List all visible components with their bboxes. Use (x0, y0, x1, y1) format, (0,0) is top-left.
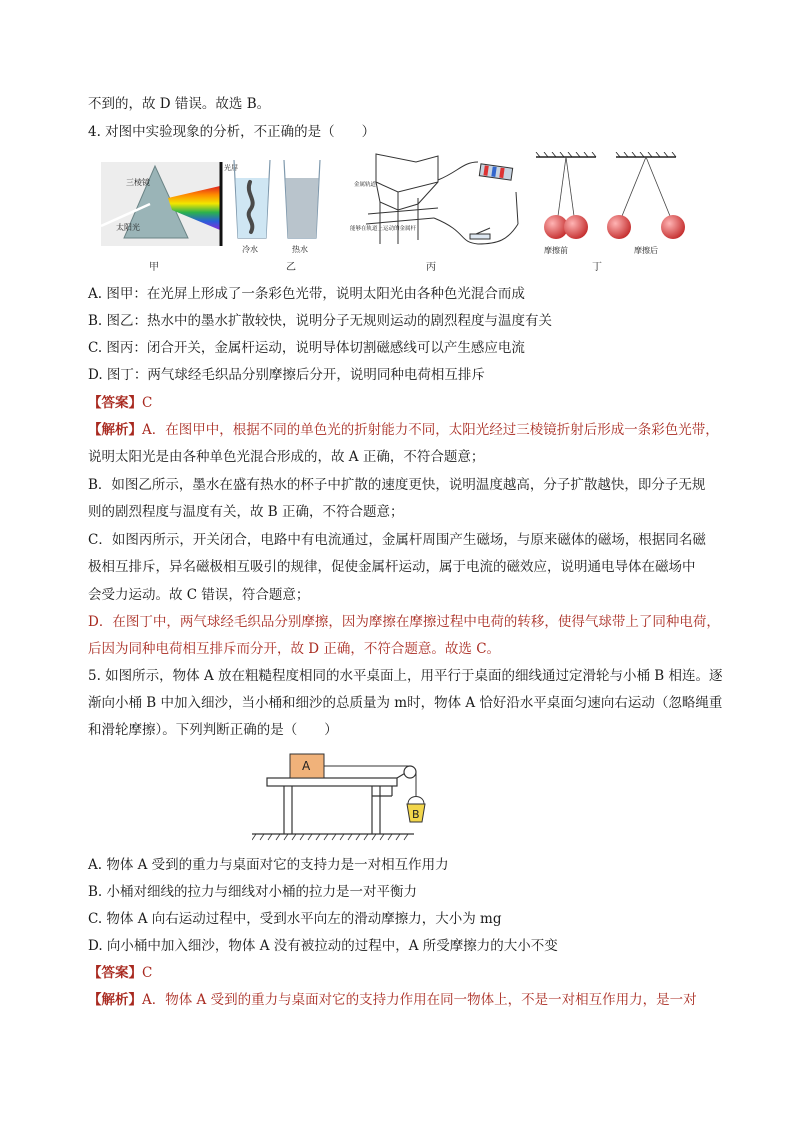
battery-icon (479, 164, 512, 180)
after-friction-label: 摩擦后 (634, 246, 658, 255)
bucket-b-label: B (412, 808, 420, 821)
q5-stem-line-1: 5. 如图所示，物体 A 放在粗糙程度相同的水平桌面上，用平行于桌面的细线通过定滑轮与小桶 B 相连。逐 (88, 668, 723, 684)
q4-figure (98, 152, 718, 272)
q4-analysis-line-8: D．在图丁中，两气球经毛织品分别摩擦，因为摩擦在摩擦过程中电荷的转移，使得气球带上了同种电荷， (88, 614, 720, 630)
q4-analysis-line-7: 会受力运动。故 C 错误，符合题意； (88, 587, 310, 603)
prev-answer-tail: 不到的，故 D 错误。故选 B。 (88, 96, 271, 112)
q5-figure (252, 748, 442, 848)
rod-note: 能够在轨道上运动的金属杆 (350, 226, 417, 232)
q5-answer-tag: 【答案】 (88, 965, 142, 981)
q4-answer (88, 393, 152, 413)
q5-option-d: D. 向小桶中加入细沙，物体 A 没有被拉动的过程中，A 所受摩擦力的大小不变 (88, 938, 558, 954)
caption-bing: 丙 (426, 262, 436, 272)
q4-stem: 4. 对图中实验现象的分析，不正确的是（ ） (88, 124, 376, 140)
q4-answer-value: C (142, 395, 153, 411)
q4-analysis-tag: 【解析】 (88, 422, 142, 438)
q4-analysis-line-6: 极相互排斥，异名磁极相互吸引的规律，促使金属杆运动，属于电流的磁效应，说明通电导体在磁场中 (88, 559, 696, 575)
q4-analysis-line-9: 后因为同种电荷相互排斥而分开，故 D 正确，不符合题意。故选 C。 (88, 641, 501, 657)
q5-analysis-line-1 (88, 990, 697, 1010)
q5-answer-value: C (142, 965, 153, 981)
q4-analysis-line-5: C．如图丙所示，开关闭合，电路中有电流通过，金属杆周围产生磁场，与原来磁体的磁场，根据同名磁 (88, 532, 706, 548)
block-a (290, 754, 324, 778)
q4-option-b: B. 图乙：热水中的墨水扩散较快，说明分子无规则运动的剧烈程度与温度有关 (88, 313, 553, 329)
prism-label: 三棱镜 (126, 178, 150, 187)
q4-option-d: D. 图丁：两气球经毛织品分别摩擦后分开，说明同种电荷相互排斥 (88, 367, 485, 383)
figure-ding (536, 152, 685, 272)
q5-stem-line-2: 渐向小桶 B 中加入细沙，当小桶和细沙的总质量为 m时，物体 A 恰好沿水平桌面匀速向右运动（忽略绳重 (88, 695, 723, 711)
caption-jia: 甲 (149, 262, 159, 272)
pulley-icon (404, 766, 416, 778)
block-a-label: A (302, 759, 311, 773)
before-friction-label: 摩擦前 (544, 246, 568, 255)
q4-analysis-text: A．在图甲中，根据不同的单色光的折射能力不同，太阳光经过三棱镜折射后形成一条彩色光带， (142, 422, 719, 438)
q4-analysis-line-3: B．如图乙所示，墨水在盛有热水的杯子中扩散的速度更快，说明温度越高，分子扩散越快，即分子无规 (88, 477, 706, 493)
q4-analysis-line-2: 说明太阳光是由各种单色光混合形成的，故 A 正确，不符合题意； (88, 449, 485, 465)
q4-option-c: C. 图丙：闭合开关，金属杆运动，说明导体切割磁感线可以产生感应电流 (88, 340, 525, 356)
rail-note: 金属轨道 (354, 182, 377, 188)
q5-option-c: C. 物体 A 向右运动过程中，受到水平向左的滑动摩擦力，大小为 mg (88, 911, 502, 927)
q5-option-b: B. 小桶对细线的拉力与细线对小桶的拉力是一对平衡力 (88, 884, 418, 900)
bucket-b (407, 804, 425, 822)
figure-yi (234, 160, 320, 272)
q4-analysis-line-4: 则的剧烈程度与温度有关，故 B 正确，不符合题意； (88, 504, 404, 520)
q4-answer-tag: 【答案】 (88, 395, 142, 411)
q5-analysis-text: A．物体 A 受到的重力与桌面对它的支持力作用在同一物体上，不是一对相互作用力，是一对 (142, 992, 697, 1008)
q5-answer (88, 963, 152, 983)
q4-analysis-line-1 (88, 420, 719, 440)
figure-jia (101, 162, 238, 272)
q5-analysis-tag: 【解析】 (88, 992, 142, 1008)
caption-ding: 丁 (592, 262, 602, 272)
table (252, 778, 414, 834)
q4-option-a: A. 图甲：在光屏上形成了一条彩色光带，说明太阳光由各种色光混合而成 (88, 286, 525, 302)
screen-label: 光屏 (224, 164, 238, 172)
q5-stem-line-3: 和滑轮摩擦）。下列判断正确的是（ ） (88, 722, 338, 738)
hot-water-label: 热水 (292, 245, 308, 254)
cold-water-label: 冷水 (242, 245, 258, 254)
caption-yi: 乙 (286, 262, 296, 272)
sun-label: 太阳光 (116, 223, 140, 232)
q5-option-a: A. 物体 A 受到的重力与桌面对它的支持力是一对相互作用力 (88, 857, 449, 873)
